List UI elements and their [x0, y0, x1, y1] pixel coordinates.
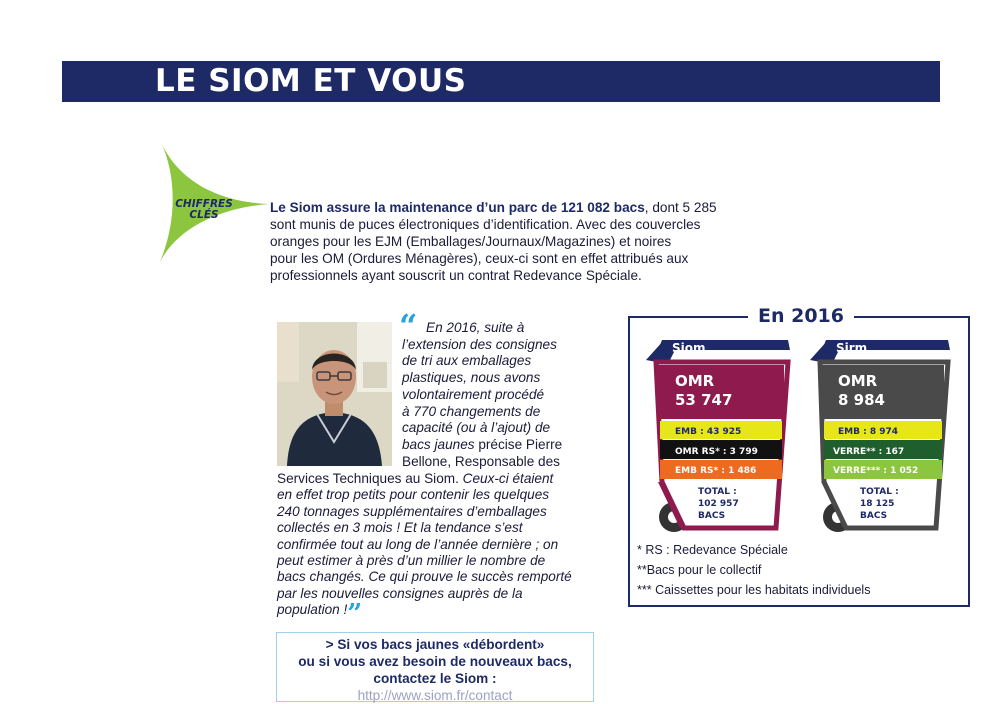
quote-top — [402, 320, 592, 470]
quote-line: capacité (ou à l’ajout) de — [402, 420, 551, 436]
total-unit: BACS — [698, 511, 726, 521]
contact-line: contactez le Siom : — [373, 671, 497, 686]
bin-siom — [646, 340, 790, 532]
badge-line-1: CHIFFRES — [175, 198, 233, 210]
total-label: TOTAL : — [860, 487, 899, 497]
quote-line: bacs jaunes — [402, 436, 475, 452]
intro-text: pour les OM (Ordures Ménagères), ceux-ci sont en effet attribués aux — [270, 251, 689, 266]
badge-label — [170, 199, 238, 221]
note-line: **Bacs pour le collectif — [637, 563, 762, 577]
intro-text: oranges pour les EJM (Emballages/Journaux/Magazines) et noires — [270, 234, 672, 249]
quote-line: confirmée tout au long de l’année dernière ; on — [277, 536, 559, 552]
contact-link[interactable]: http://www.siom.fr/contact — [357, 688, 513, 703]
quote-line: l’extension des consignes — [402, 336, 557, 352]
stats-title: En 2016 — [748, 303, 854, 329]
bin-name: Sirm — [836, 341, 868, 355]
contact-box — [276, 632, 594, 702]
total-unit: BACS — [860, 511, 888, 521]
bins-illustration — [640, 332, 960, 537]
omr-value: 8 984 — [838, 391, 885, 409]
contact-line: > Si vos bacs jaunes «débordent» — [325, 637, 545, 652]
bin-name: Siom — [672, 341, 706, 355]
quote-line: En 2016, suite à — [426, 320, 525, 335]
quote-line: plastiques, nous avons — [402, 370, 541, 386]
section-title: LE SIOM ET VOUS — [155, 63, 467, 99]
omr-label: OMR — [838, 372, 878, 390]
bin-row: EMB : 8 974 — [838, 427, 899, 437]
portrait-photo — [277, 322, 392, 466]
bin-sirm — [810, 340, 950, 532]
quote-line: en effet trop petits pour contenir les quelques — [277, 487, 550, 503]
stats-notes — [637, 540, 967, 600]
intro-highlight: Le Siom assure la maintenance d’un parc de 121 082 bacs — [270, 200, 645, 215]
quote-line: collectés en 3 mois ! Et la tendance s’est — [277, 520, 523, 536]
quote-bottom — [277, 471, 602, 630]
portrait-illustration — [277, 322, 392, 466]
total-label: TOTAL : — [698, 487, 737, 497]
bin-row: EMB RS* : 1 486 — [675, 466, 757, 476]
quote-attribution: Services Techniques au Siom. — [277, 471, 463, 486]
section-banner — [62, 61, 940, 102]
quote-attribution: Bellone, Responsable des — [402, 453, 560, 469]
badge-line-2: CLÉS — [189, 209, 219, 221]
bin-row: EMB : 43 925 — [675, 427, 742, 437]
bin-row: VERRE*** : 1 052 — [833, 466, 919, 476]
open-quote-icon: “ — [399, 307, 418, 345]
intro-paragraph — [270, 199, 770, 284]
quote-line: peut estimer à près d’un millier le nombre de — [277, 553, 546, 569]
quote-line: Ceux-ci étaient — [462, 471, 554, 486]
total-value: 102 957 — [698, 499, 739, 509]
contact-line: ou si vous avez besoin de nouveaux bacs, — [298, 654, 572, 669]
omr-label: OMR — [675, 372, 715, 390]
quote-line: bacs changés. Ce qui prouve le succès remporté — [277, 569, 572, 585]
intro-text: sont munis de puces électroniques d’identification. Avec des couvercles — [270, 217, 701, 232]
note-line: *** Caissettes pour les habitats individuels — [637, 583, 871, 597]
quote-line: à 770 changements de — [402, 403, 541, 419]
close-quote-icon: ” — [347, 599, 363, 630]
quote-line: 240 tonnages supplémentaires d’emballages — [277, 503, 547, 519]
quote-line: population ! — [277, 602, 348, 618]
quote-line: volontairement procédé — [402, 386, 545, 402]
quote-line: par les nouvelles consignes auprès de la — [277, 585, 523, 601]
bin-row: OMR RS* : 3 799 — [675, 447, 758, 457]
intro-text: , dont 5 285 — [644, 200, 717, 215]
note-line: * RS : Redevance Spéciale — [637, 543, 788, 557]
intro-text: professionnels ayant souscrit un contrat Redevance Spéciale. — [270, 268, 642, 283]
quote-line: de tri aux emballages — [402, 353, 532, 369]
total-value: 18 125 — [860, 499, 895, 509]
omr-value: 53 747 — [675, 391, 733, 409]
quote-attribution: précise Pierre — [474, 436, 563, 452]
bin-row: VERRE** : 167 — [833, 447, 905, 457]
